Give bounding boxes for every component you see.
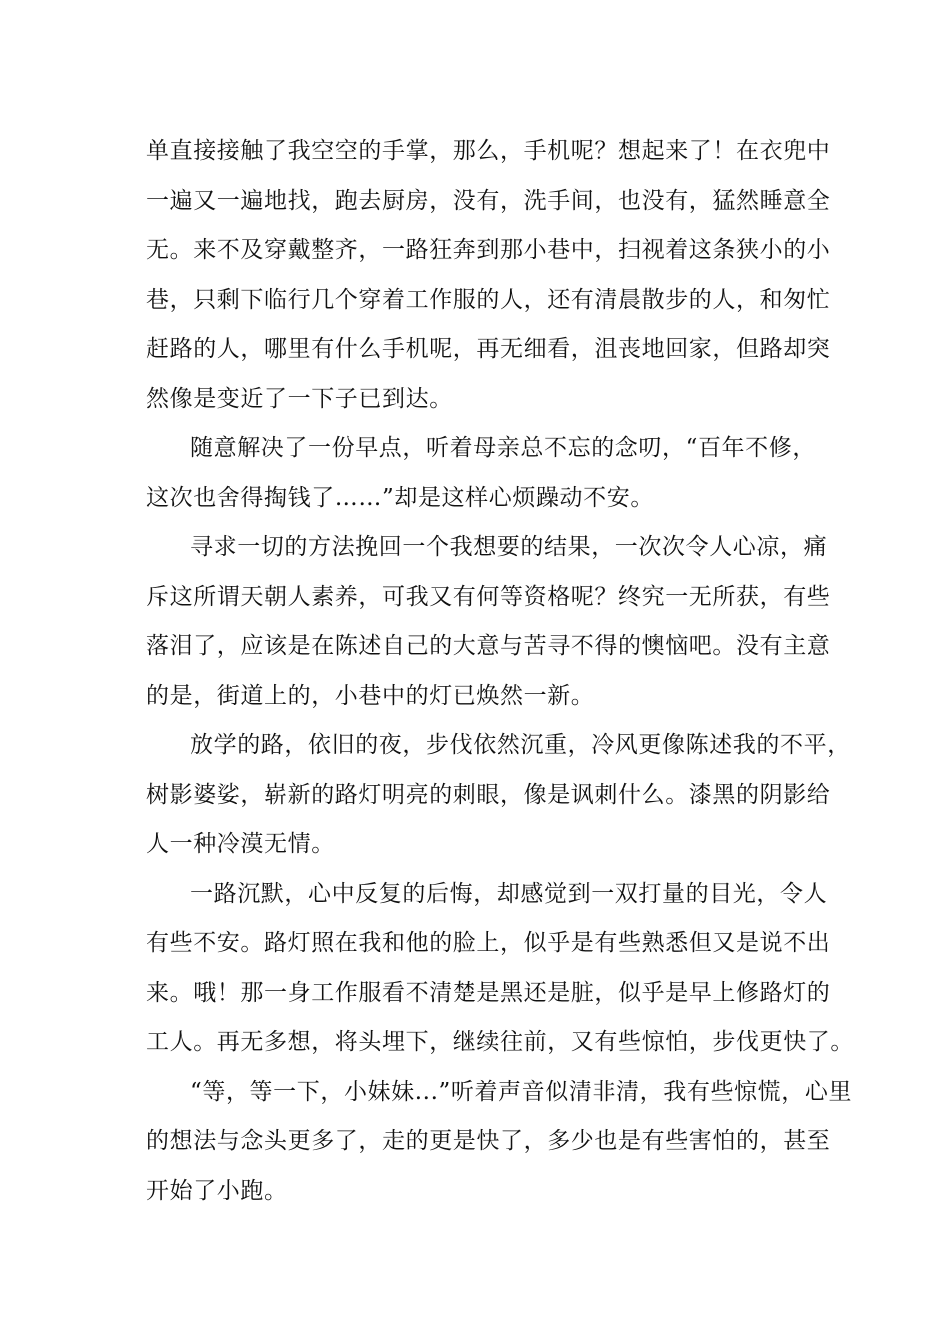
text-line: 有些不安。路灯照在我和他的脸上，似乎是有些熟悉但又是说不出 xyxy=(146,930,831,956)
text-line: 巷，只剩下临行几个穿着工作服的人，还有清晨散步的人，和匆忙 xyxy=(146,286,831,313)
text-line: 无。来不及穿戴整齐，一路狂奔到那小巷中，扫视着这条狭小的小 xyxy=(146,237,831,263)
paragraph-6 xyxy=(146,1068,853,1217)
text-line: 放学的路，依旧的夜，步伐依然沉重，冷风更像陈述我的不平， xyxy=(190,732,851,758)
paragraph-2 xyxy=(146,424,816,523)
text-line: 寻求一切的方法挽回一个我想要的结果，一次次令人心凉，痛 xyxy=(190,534,828,560)
paragraph-3 xyxy=(146,523,831,721)
text-line: 人一种冷漠无情。 xyxy=(146,831,335,857)
text-line: 工人。再无多想，将头埋下，继续往前，又有些惊怕，步伐更快了。 xyxy=(146,1029,854,1055)
text-line: “等，等一下，小妹妹...”听着声音似清非清，我有些惊慌，心里 xyxy=(190,1078,853,1105)
text-line: 这次也舍得掏钱了……”却是这样心烦躁动不安。 xyxy=(146,484,654,511)
text-line: 然像是变近了一下子已到达。 xyxy=(146,385,453,412)
text-line: 树影婆娑，崭新的路灯明亮的刺眼，像是讽刺什么。漆黑的阴影给 xyxy=(146,781,831,808)
text-line: 开始了小跑。 xyxy=(146,1177,288,1204)
text-line: 单直接接触了我空空的手掌，那么，手机呢？想起来了！在衣兜中 xyxy=(146,138,831,164)
document-body xyxy=(146,127,854,1216)
text-line: 一遍又一遍地找，跑去厨房，没有，洗手间，也没有，猛然睡意全 xyxy=(146,187,831,214)
text-line: 来。哦！那一身工作服看不清楚是黑还是脏，似乎是早上修路灯的 xyxy=(146,979,831,1006)
text-line: 落泪了，应该是在陈述自己的大意与苦寻不得的懊恼吧。没有主意 xyxy=(146,633,831,659)
text-line: 的是，街道上的，小巷中的灯已焕然一新。 xyxy=(146,682,595,709)
text-line: 的想法与念头更多了，走的更是快了，多少也是有些害怕的，甚至 xyxy=(146,1128,831,1154)
paragraph-4 xyxy=(146,721,851,870)
paragraph-1 xyxy=(146,127,831,424)
text-line: 一路沉默，心中反复的后悔，却感觉到一双打量的目光，令人 xyxy=(190,880,828,907)
text-line: 赶路的人，哪里有什么手机呢，再无细看，沮丧地回家，但路却突 xyxy=(146,336,831,362)
paragraph-5 xyxy=(146,870,854,1068)
text-line: 斥这所谓天朝人素养，可我又有何等资格呢？终究一无所获，有些 xyxy=(146,583,831,610)
text-line: 随意解决了一份早点，听着母亲总不忘的念叨，“百年不修， xyxy=(190,435,816,461)
